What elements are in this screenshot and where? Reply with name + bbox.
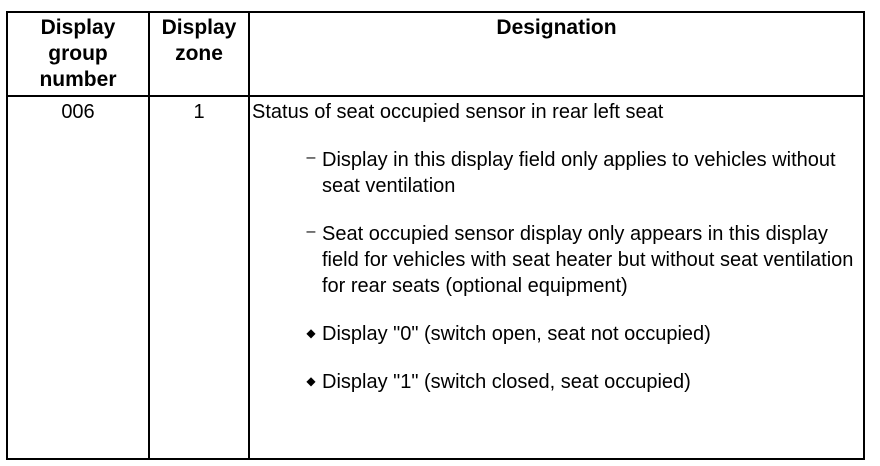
header-designation: Designation xyxy=(249,12,864,96)
diamond-bullet-icon: ◆ xyxy=(306,374,316,388)
list-item xyxy=(252,369,863,395)
table-row xyxy=(7,96,864,459)
display-zone-cell: 1 xyxy=(149,96,249,459)
list-item xyxy=(252,321,863,347)
display-group-number-cell: 006 xyxy=(7,96,149,459)
header-display-zone: Display zone xyxy=(149,12,249,96)
header-display-group-number: Display group number xyxy=(7,12,149,96)
designation-notes-list xyxy=(252,147,863,395)
table-header-row xyxy=(7,12,864,96)
display-group-table xyxy=(6,11,865,460)
list-item xyxy=(252,147,863,199)
dash-icon: – xyxy=(306,149,316,166)
note-text: Seat occupied sensor display only appears in this display field for vehicles with seat heater but without seat ventilation for rear seats (optional equipment) xyxy=(322,223,854,297)
dash-icon: – xyxy=(306,223,316,240)
designation-cell xyxy=(249,96,864,459)
note-text: Display in this display field only applies to vehicles without seat ventilation xyxy=(322,149,836,197)
list-item xyxy=(252,221,863,299)
designation-title: Status of seat occupied sensor in rear left seat xyxy=(252,101,664,123)
note-text: Display "1" (switch closed, seat occupied) xyxy=(322,371,691,393)
diamond-bullet-icon: ◆ xyxy=(306,326,316,340)
note-text: Display "0" (switch open, seat not occupied) xyxy=(322,323,711,345)
